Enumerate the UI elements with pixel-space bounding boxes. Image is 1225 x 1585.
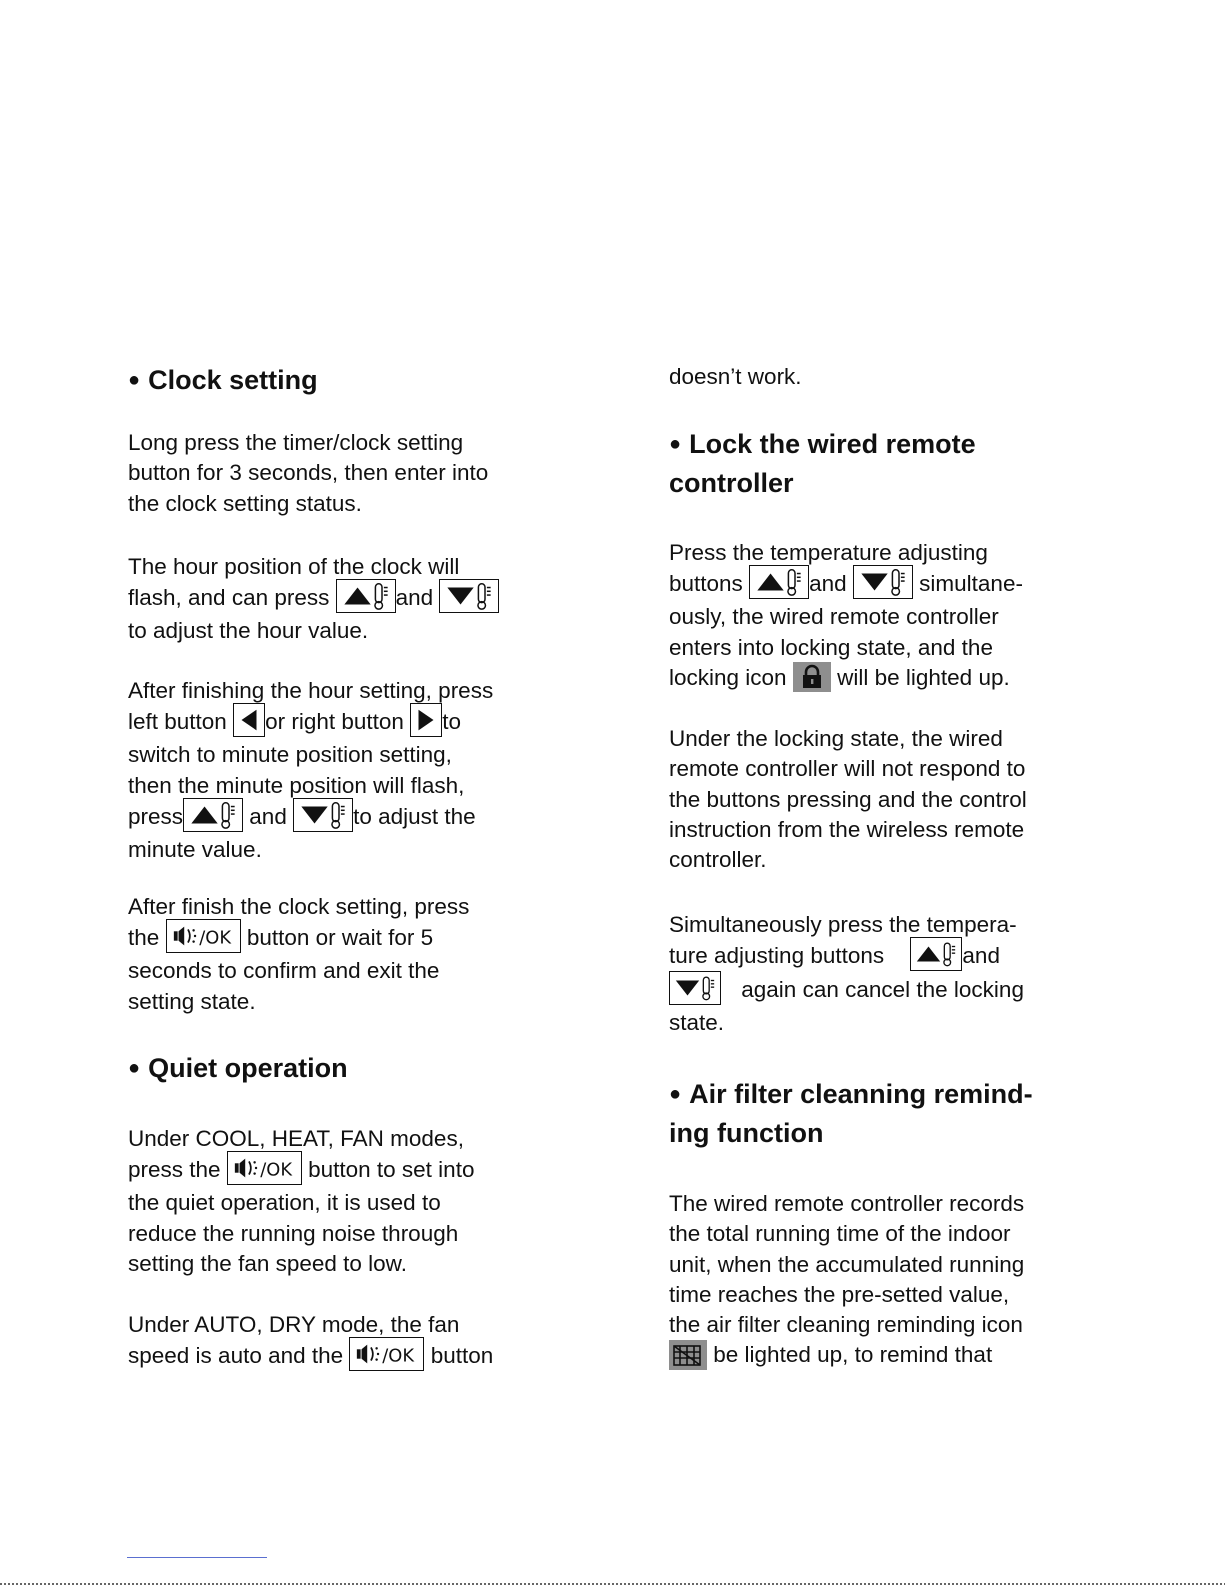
- temp-down-icon: [853, 565, 913, 599]
- svg-text:/OK: /OK: [260, 1159, 292, 1181]
- left-arrow-icon: [233, 703, 265, 737]
- quiet-operation-para2: Under AUTO, DRY mode, the fan speed is auto and the /OK button: [128, 1310, 493, 1374]
- lock-controller-para1: Press the temperature adjusting buttons and simultane- ously, the wired remote controller enters into locking state, and the locking icon will be lighted up.: [669, 538, 1023, 694]
- continued-text: doesn’t work.: [669, 364, 802, 389]
- clock-setting-minute: After finishing the hour setting, press left button or right button to switch to minute position setting, then the minute position will flash, press and to adjust the minute value.: [128, 678, 494, 862]
- svg-text:/OK: /OK: [382, 1345, 415, 1367]
- air-filter-icon: [669, 1340, 707, 1370]
- quiet-ok-icon: [227, 1151, 302, 1185]
- bullet-icon: ●: [128, 1057, 141, 1079]
- bullet-icon: ●: [128, 369, 141, 391]
- temp-up-icon: [336, 579, 396, 613]
- bullet-icon: ●: [669, 433, 682, 455]
- clock-setting-intro: Long press the timer/clock setting button for 3 seconds, then enter into the clock setting status.: [128, 430, 489, 516]
- quiet-operation-heading: ● Quiet operation: [128, 1049, 348, 1088]
- temp-down-icon: [293, 798, 353, 832]
- temp-up-icon: [183, 798, 243, 832]
- quiet-operation-para1: Under COOL, HEAT, FAN modes, press the /OK button to set into the quiet operation, it is used to reduce the running noise through setting the fan speed to low.: [128, 1126, 475, 1276]
- svg-text:/OK: /OK: [198, 927, 231, 949]
- temp-up-icon: [910, 937, 962, 971]
- lock-controller-heading: ● Lock the wired remote controller: [669, 425, 976, 503]
- air-filter-para1: The wired remote controller records the total running time of the indoor unit, when the accumulated running time reaches the pre-setted value, the air filter cleaning reminding icon be lighted up, to remind that: [669, 1189, 1024, 1372]
- clock-setting-confirm: After finish the clock setting, press the /OK button or wait for 5 seconds to confirm and exit the setting state.: [128, 894, 470, 1014]
- footer-rule: [127, 1557, 267, 1558]
- lock-controller-para2: Under the locking state, the wired remote controller will not respond to the buttons pressing and the control instruction from the wireless remote controller.: [669, 726, 1027, 873]
- lock-controller-para3: Simultaneously press the tempera- ture adjusting buttons and again can cancel the locking state.: [669, 912, 1024, 1036]
- quiet-ok-icon: [166, 919, 241, 953]
- quiet-ok-icon: [349, 1337, 424, 1371]
- temp-down-icon: [669, 971, 721, 1005]
- temp-up-icon: [749, 565, 809, 599]
- clock-setting-heading: ● Clock setting: [128, 361, 318, 400]
- right-arrow-icon: [410, 703, 442, 737]
- clock-setting-hour: The hour position of the clock will flash, and can press and to adjust the hour value.: [128, 552, 499, 647]
- lock-icon: [793, 662, 831, 692]
- bullet-icon: ●: [669, 1083, 682, 1105]
- air-filter-heading: ● Air filter cleanning remind- ing function: [669, 1075, 1033, 1153]
- temp-down-icon: [439, 579, 499, 613]
